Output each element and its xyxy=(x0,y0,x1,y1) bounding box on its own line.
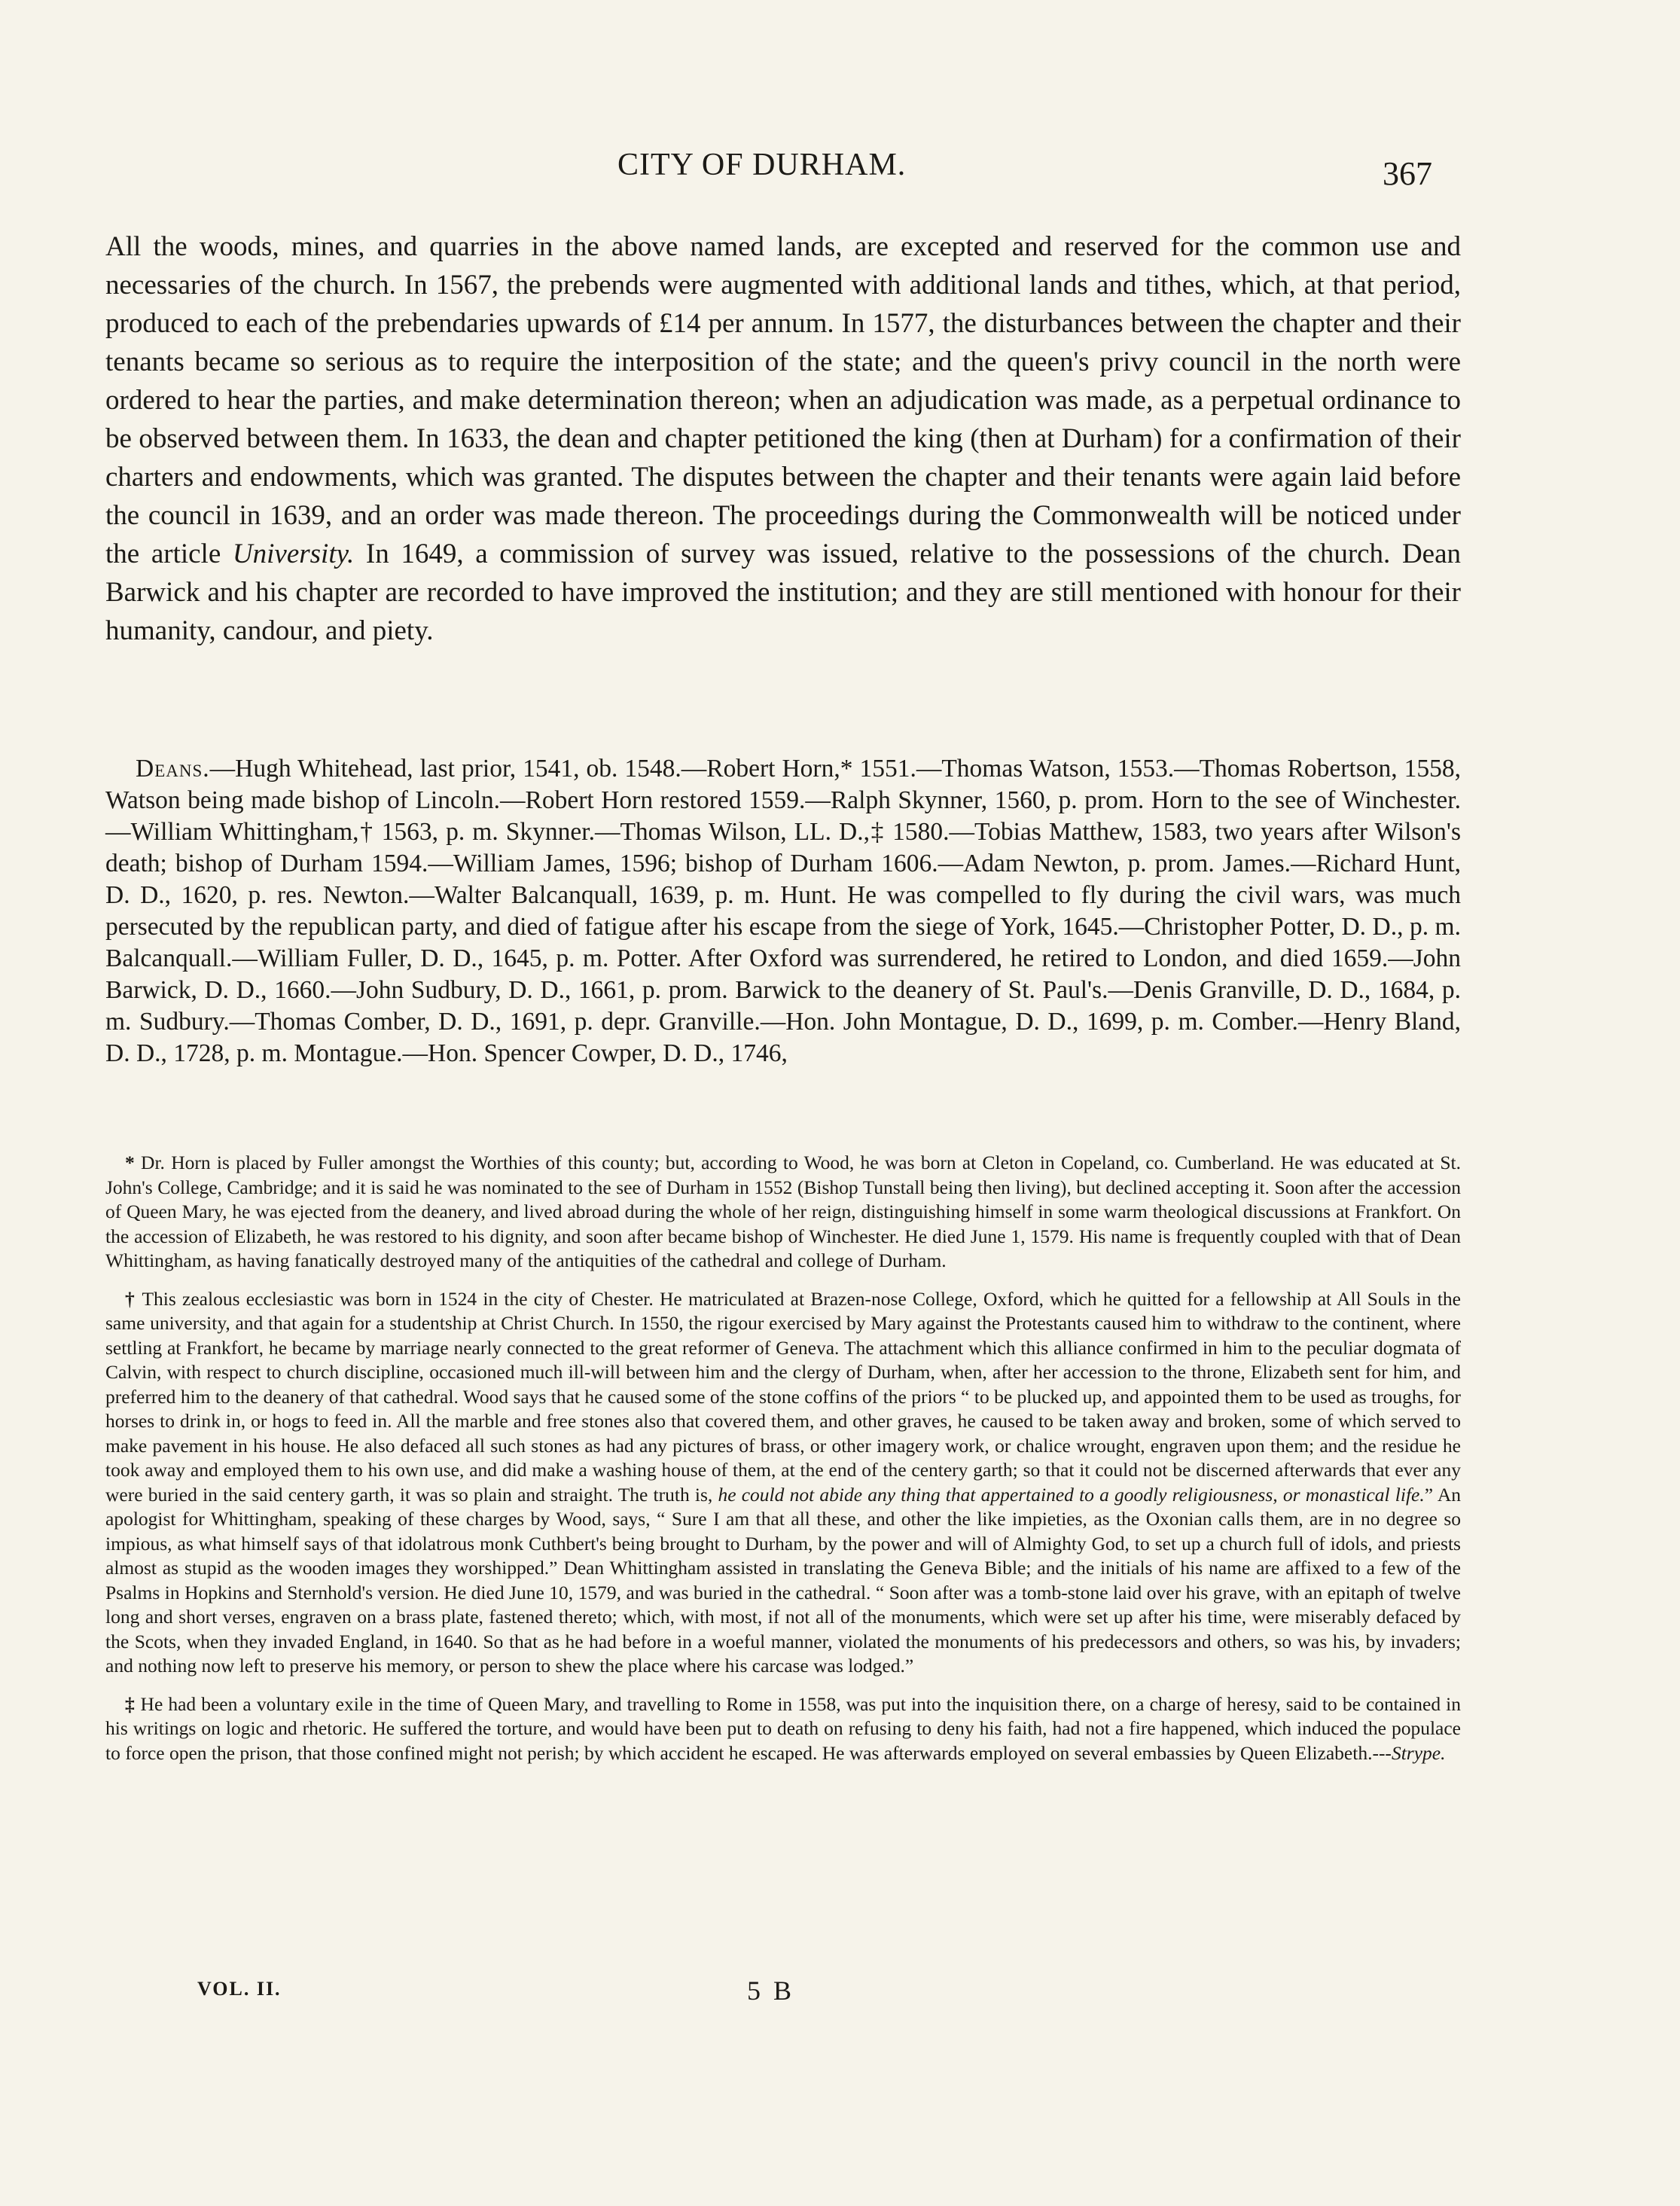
main-paragraph xyxy=(105,227,1461,650)
page-footer xyxy=(0,1975,1680,2012)
page-header xyxy=(0,147,1680,192)
footnote-whittingham-italic-quote: he could not abide any thing that appertained to a goodly religiousness, or monastical life. xyxy=(718,1483,1425,1506)
footnote-wilson-text: He had been a voluntary exile in the time of Queen Mary, and travelling to Rome in 1558, was put into the inquisition there, on a charge of heresy, said to be contained in his writings on logic and rhetoric. He suffered the torture, and would have been put to death on refusing to deny his faith, had not a fire happened, which induced the populace to force open the prison, that those confined might not perish; by which accident he escaped. He was afterwards employed on several embassies by Queen Elizabeth.--- xyxy=(105,1692,1462,1764)
running-title: CITY OF DURHAM. xyxy=(617,148,907,182)
main-text-italic-university: University. xyxy=(232,539,355,569)
footnote-whittingham-text-a: This zealous ecclesiastic was born in 1524 in the city of Chester. He matriculated at Brazen-nose College, Oxford, which he quitted for a fellowship at All Souls in the same university, and that again for a studentship at Christ Church. In 1550, the rigour exercised by Mary against the Protestants caused him to withdraw to the continent, where settling at Frankfort, he became by marriage nearly connected to the great reformer of Geneva. The attachment which this alliance confirmed in him to the peculiar dogmata of Calvin, with respect to church discipline, occasioned much ill-will between him and the clergy of Durham, when, after her accession to the throne, Elizabeth sent for him, and preferred him to the deanery of that cathedral. Wood says that he caused some of the stone coffins of the priors “ to be plucked up, and appointed them to be used as troughs, for horses to drink in, or hogs to feed in. All the marble and free stones also that covered them, and other graves, he caused to be taken away and broken, some of which served to make pavement in his house. He also defaced all such stones as had any pictures of brass, or other imagery work, or chalice wrought, engraven upon them; and the residue he took away and employed them to his own use, and did make a washing house of them, at the end of the centery garth; so that it could not be discerned afterwards that ever any were buried in the said centery garth, it was so plain and straight. The truth is, xyxy=(105,1287,1461,1506)
deans-heading: Deans. xyxy=(136,755,210,783)
footnote-wilson xyxy=(105,1692,1461,1766)
footnote-whittingham xyxy=(105,1287,1461,1679)
deans-paragraph xyxy=(105,753,1461,1069)
footnote-horn xyxy=(105,1151,1461,1274)
footnote-mark-dagger: † xyxy=(125,1287,136,1310)
deans-list xyxy=(105,753,1461,1069)
volume-label: VOL. II. xyxy=(197,1978,282,2000)
footnote-whittingham-text-b: ” An apologist for Whittingham, speaking of these charges by Wood, says, “ Sure I am that all these, and other the like impieties, as the Oxonian calls them, are in no degree so impious, as what himself says of that idolatrous monk Cuthbert's being brought to Durham, by the power and will of Almighty God, to set up a church full of idols, and priests almost as stupid as the wooden images they worshipped.” Dean Whittingham assisted in translating the Geneva Bible; and the initials of his name are affixed to a few of the Psalms in Hopkins and Sternhold's version. He died June 10, 1579, and was buried in the cathedral. “ Soon after was a tomb-stone laid over his grave, with an epitaph of twelve long and short verses, engraven on a brass plate, fastened thereto; which, with most, if not all of the monuments, which were set up after his time, were miserably defaced by the Scots, when they invaded England, in 1640. So that as he had before in a woeful manner, violated the monuments of his predecessors and others, so was his, by invaders; and nothing now left to preserve his memory, or person to shew the place where his carcase was lodged.” xyxy=(105,1483,1462,1677)
footnote-mark-asterisk: * xyxy=(125,1152,135,1173)
page-number: 367 xyxy=(1383,155,1432,192)
signature-mark: 5 B xyxy=(747,1976,795,2006)
footnote-horn-text: Dr. Horn is placed by Fuller amongst the Worthies of this county; but, according to Wood, he was born at Cleton in Copeland, co. Cumberland. He was educated at St. John's College, Cambridge; and it is said he was nominated to the see of Durham in 1552 (Bishop Tunstall being then living), but declined accepting it. Soon after the accession of Queen Mary, he was ejected from the deanery, and lived abroad during the whole of her reign, distinguishing himself in some warm theological discussions at Frankfort. On the accession of Elizabeth, he was restored to his dignity, and soon after became bishop of Winchester. He died June 1, 1579. His name is frequently coupled with that of Dean Whittingham, as having fanatically destroyed many of the antiquities of the cathedral and college of Durham. xyxy=(105,1152,1461,1271)
footnote-wilson-source: Strype. xyxy=(1391,1741,1446,1764)
deans-text: —Hugh Whitehead, last prior, 1541, ob. 1548.—Robert Horn,* 1551.—Thomas Watson, 1553.—Thomas Robertson, 1558, Watson being made bishop of Lincoln.—Robert Horn restored 1559.—Ralph Skynner, 1560, p. prom. Horn to the see of Winchester.—William Whittingham,† 1563, p. m. Skynner.—Thomas Wilson, LL. D.,‡ 1580.—Tobias Matthew, 1583, two years after Wilson's death; bishop of Durham 1594.—William James, 1596; bishop of Durham 1606.—Adam Newton, p. prom. James.—Richard Hunt, D. D., 1620, p. res. Newton.—Walter Balcanquall, 1639, p. m. Hunt. He was compelled to fly during the civil wars, was much persecuted by the republican party, and died of fatigue after his escape from the siege of York, 1645.—Christopher Potter, D. D., p. m. Balcanquall.—William Fuller, D. D., 1645, p. m. Potter. After Oxford was surrendered, he retired to London, and died 1659.—John Barwick, D. D., 1660.—John Sudbury, D. D., 1661, p. prom. Barwick to the deanery of St. Paul's.—Denis Granville, D. D., 1684, p. m. Sudbury.—Thomas Comber, D. D., 1691, p. depr. Granville.—Hon. John Montague, D. D., 1699, p. m. Comber.—Henry Bland, D. D., 1728, p. m. Montague.—Hon. Spencer Cowper, D. D., 1746, xyxy=(105,755,1461,1067)
main-text-part-1: All the woods, mines, and quarries in the above named lands, are excepted and reserved for the common use and necessaries of the church. In 1567, the prebends were augmented with additional lands and tithes, which, at that period, produced to each of the prebendaries upwards of £14 per annum. In 1577, the disturbances between the chapter and their tenants became so serious as to require the interposition of the state; and the queen's privy council in the north were ordered to hear the parties, and make determination thereon; when an adjudication was made, as a perpetual ordinance to be observed between them. In 1633, the dean and chapter petitioned the king (then at Durham) for a confirmation of their charters and endowments, which was granted. The disputes between the chapter and their tenants were again laid before the council in 1639, and an order was made thereon. The proceedings during the Commonwealth will be noticed under the article xyxy=(105,231,1461,569)
main-paragraph-text xyxy=(105,227,1461,650)
footnotes xyxy=(105,1151,1461,1779)
footnote-mark-double-dagger: ‡ xyxy=(125,1692,136,1715)
main-text-part-2: In 1649, a commission of survey was issued, relative to the possessions of the church. Dean Barwick and his chapter are recorded to have improved the institution; and they are still mentioned with honour for their humanity, candour, and piety. xyxy=(105,539,1462,646)
